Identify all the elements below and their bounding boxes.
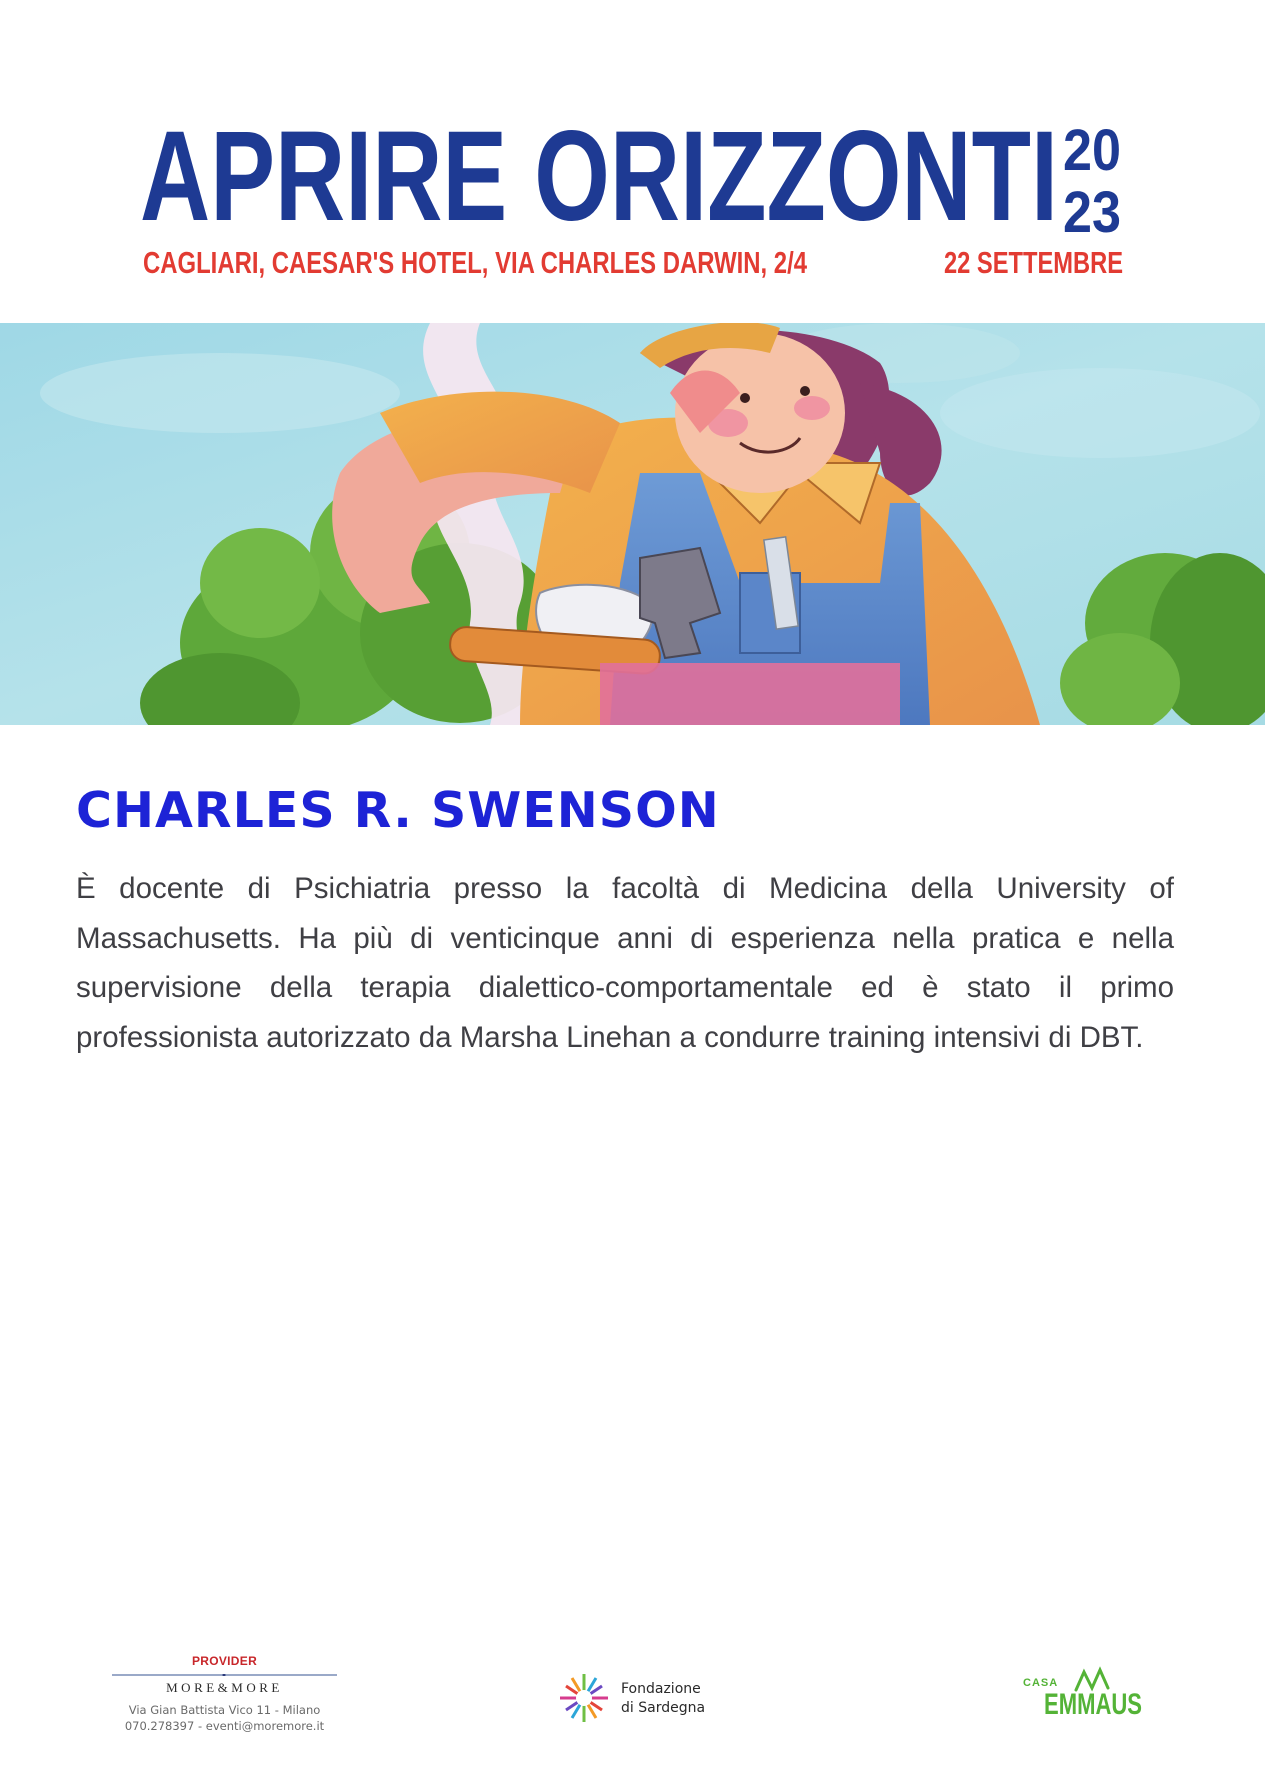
- event-subline: [143, 244, 1123, 280]
- fondazione-name-line1: Fondazione: [621, 1681, 701, 1697]
- fondazione-name-line2: di Sardegna: [621, 1700, 706, 1716]
- emmaus-casa: CASA: [1023, 1677, 1059, 1689]
- event-year-top: 20: [1063, 118, 1121, 183]
- fondazione-star-icon: [558, 1672, 610, 1724]
- emmaus-mark-icon: [1018, 1662, 1148, 1722]
- header-illustration: [0, 323, 1265, 725]
- fondazione-sardegna-logo: [558, 1672, 728, 1728]
- provider-contact: 070.278397 - eventi@moremore.it: [124, 1719, 325, 1733]
- speaker-name: CHARLES R. SWENSON: [76, 782, 720, 839]
- emmaus-name: EMMAUS: [1044, 1688, 1142, 1721]
- provider-logo: [112, 1652, 342, 1732]
- provider-address: Via Gian Battista Vico 11 - Milano: [128, 1703, 321, 1717]
- provider-label: PROVIDER: [191, 1654, 258, 1668]
- provider-brand: MORE&MORE: [166, 1680, 283, 1695]
- speaker-bio: È docente di Psichiatria presso la facoltà di Medicina della University of Massachusetts. Ha più di venticinque anni di esperienza nella pratica e nella supervisione della terapia dialettico-comportamentale ed è stato il primo professionista autorizzato da Marsha Linehan a condurre training intensivi di DBT.: [76, 872, 1174, 1054]
- event-header: [0, 0, 1265, 322]
- event-date: 22 SETTEMBRE: [944, 245, 1123, 280]
- event-year: [1063, 118, 1123, 236]
- provider-divider: [112, 1674, 337, 1676]
- event-year-bottom: 23: [1063, 180, 1121, 236]
- casa-emmaus-logo: [1018, 1662, 1148, 1722]
- event-venue: CAGLIARI, CAESAR'S HOTEL, VIA CHARLES DARWIN, 2/4: [143, 245, 808, 280]
- event-title-text: APRIRE ORIZZONTI: [140, 112, 1058, 237]
- event-title: [140, 112, 1060, 237]
